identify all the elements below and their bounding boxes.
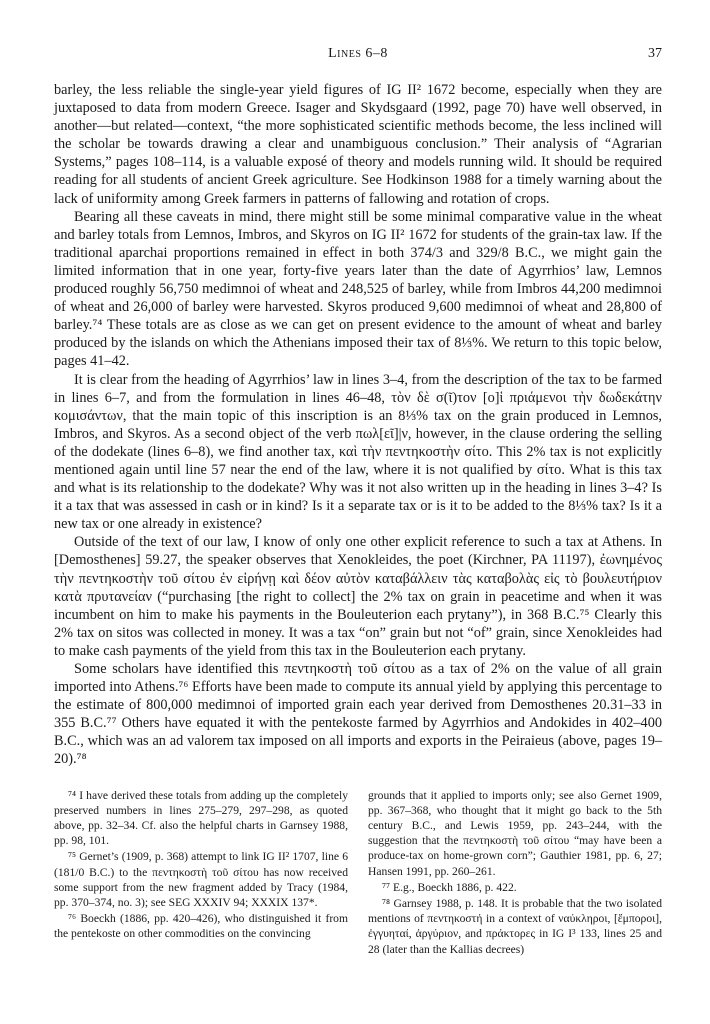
footnote: ⁷⁵ Gernet’s (1909, p. 368) attempt to link IG II² 1707, line 6 (181/0 B.C.) to the πεντηκοστὴ τοῦ σίτου has now received some support from the new fragment added by Tracy (1984, pp. 370–374, no. 3); see SEG XXXIV 94; XXXIX 137*.	[54, 850, 348, 909]
footnotes-left-column	[54, 788, 348, 957]
paragraph: Bearing all these caveats in mind, there might still be some minimal comparative value in the wheat and barley totals from Lemnos, Imbros, and Skyros on IG II² 1672 for students of the grain-tax law. If the traditional aparchai proportions remained in effect in both 374/3 and 329/8 B.C., we might gain the limited information that in one year, forty-five years later than the date of Agyrrhios’ law, Lemnos produced roughly 56,750 medimnoi of wheat and 248,525 of barley, while from Imbros 44,200 medimnoi of wheat and 26,000 of barley were harvested. Skyros produced 9,600 medimnoi of wheat and 28,800 of barley.⁷⁴ These totals are as close as we can get on present evidence to the amount of wheat and barley produced by the islands on which the Athenians imposed their tax of 8⅓%. We return to this topic below, pages 41–42.	[54, 208, 662, 370]
footnote: grounds that it applied to imports only; see also Gernet 1909, pp. 367–368, who thought that it might go back to the 5th century B.C., and Lewis 1959, pp. 243–244, with the suggestion that the πεντηκοστὴ τοῦ σίτου “may have been a produce-tax on home-grown corn”; Gauthier 1981, pp. 6, 27; Hansen 1991, pp. 260–261.	[368, 788, 662, 878]
main-text	[54, 81, 662, 769]
footnote: ⁷⁸ Garnsey 1988, p. 148. It is probable that the two isolated mentions of πεντηκοστή in a context of ναύκληροι, [ἔμποροι], ἐγγυηταί, ἀργύριον, and πράκτορες in IG I³ 133, lines 25 and 28 (later than the Kallias decrees)	[368, 896, 662, 956]
paragraph: It is clear from the heading of Agyrrhios’ law in lines 3–4, from the description of the tax to be farmed in lines 6–7, and from the formulation in lines 46–48, τὸν δὲ σ(ῖ)τον [ο]ἱ πριάμενοι τὴν δωδεκάτην κομισάντων, that the main topic of this inscription is an 8⅓% tax on the grain produced in Lemnos, Imbros, and Skyros. As a second object of the verb πωλ[εῖ]|ν, however, in the clause ordering the selling of the dodekate (lines 6–8), we find another tax, καὶ τὴν πεντηκοστὴν σίτο. This 2% tax is not explicitly mentioned again until line 57 near the end of the law, where it is not qualified by σίτο. What is this tax and what is its relationship to the dodekate? Why was it not also written up in the heading in lines 3–4? Is it a tax that was assessed in cash or in kind? Is it a separate tax or is it to be added to the 8⅓% tax? Is it a new tax or one already in existence?	[54, 371, 662, 533]
paragraph: Some scholars have identified this πεντηκοστὴ τοῦ σίτου as a tax of 2% on the value of all grain imported into Athens.⁷⁶ Efforts have been made to compute its annual yield by applying this percentage to the estimate of 800,000 medimnoi of imported grain each year derived from Demosthenes 20.31–33 in 355 B.C.⁷⁷ Others have equated it with the pentekoste farmed by Agyrrhios and Andokides in 402–400 B.C., which was an ad valorem tax imposed on all imports and exports in the Peiraieus (above, pages 19–20).⁷⁸	[54, 661, 662, 768]
paragraph: Outside of the text of our law, I know of only one other explicit reference to such a tax at Athens. In [Demosthenes] 59.27, the speaker observes that Xenokleides, the poet (Kirchner, PA 11197), ἐωνημένος τὴν πεντηκοστὴν τοῦ σίτου ἐν εἰρήνῃ καὶ δέον αὐτὸν καταβάλλειν τὰς καταβολὰς εἰς τὸ βουλευτήριον κατὰ πρυτανείαν (“purchasing [the right to collect] the 2% tax on grain in peacetime and when it was incumbent on him to make his payments in the Bouleuterion each prytany”), in 368 B.C.⁷⁵ Clearly this 2% tax on sitos was collected in money. It was a tax “on” grain but not “of” grain, since Xenokleides had to make cash payments of the yield from this tax in the Bouleuterion each prytany.	[54, 534, 662, 659]
footnotes-right-column	[368, 788, 662, 957]
page	[54, 46, 662, 957]
footnote: ⁷⁴ I have derived these totals from adding up the completely preserved numbers in lines 275–279, 297–298, as quoted above, pp. 32–34. Cf. also the helpful charts in Garnsey 1988, pp. 98, 101.	[54, 788, 348, 848]
footnote: ⁷⁷ E.g., Boeckh 1886, p. 422.	[382, 880, 517, 894]
running-header	[54, 46, 662, 68]
running-title: Lines 6–8	[328, 46, 388, 61]
page-number: 37	[648, 46, 662, 61]
footnotes	[54, 788, 662, 957]
footnote: ⁷⁶ Boeckh (1886, pp. 420–426), who distinguished it from the pentekoste on other commodities on the convincing	[54, 912, 348, 941]
paragraph: barley, the less reliable the single-year yield figures of IG II² 1672 become, especially when they are juxtaposed to data from modern Greece. Isager and Skydsgaard (1992, page 70) have well observed, in another—but related—context, “the more sophisticated scientific methods become, the less inclined will the scholar be towards drawing a clear and unambiguous conclusion.” Their analysis of “Agrarian Systems,” pages 108–114, is a valuable exposé of theory and models running wild. It should be required reading for all students of ancient Greek agriculture. See Hodkinson 1988 for a timely warning about the lack of uniformity among Greek farmers in patterns of fallowing and rotation of crops.	[54, 82, 662, 207]
